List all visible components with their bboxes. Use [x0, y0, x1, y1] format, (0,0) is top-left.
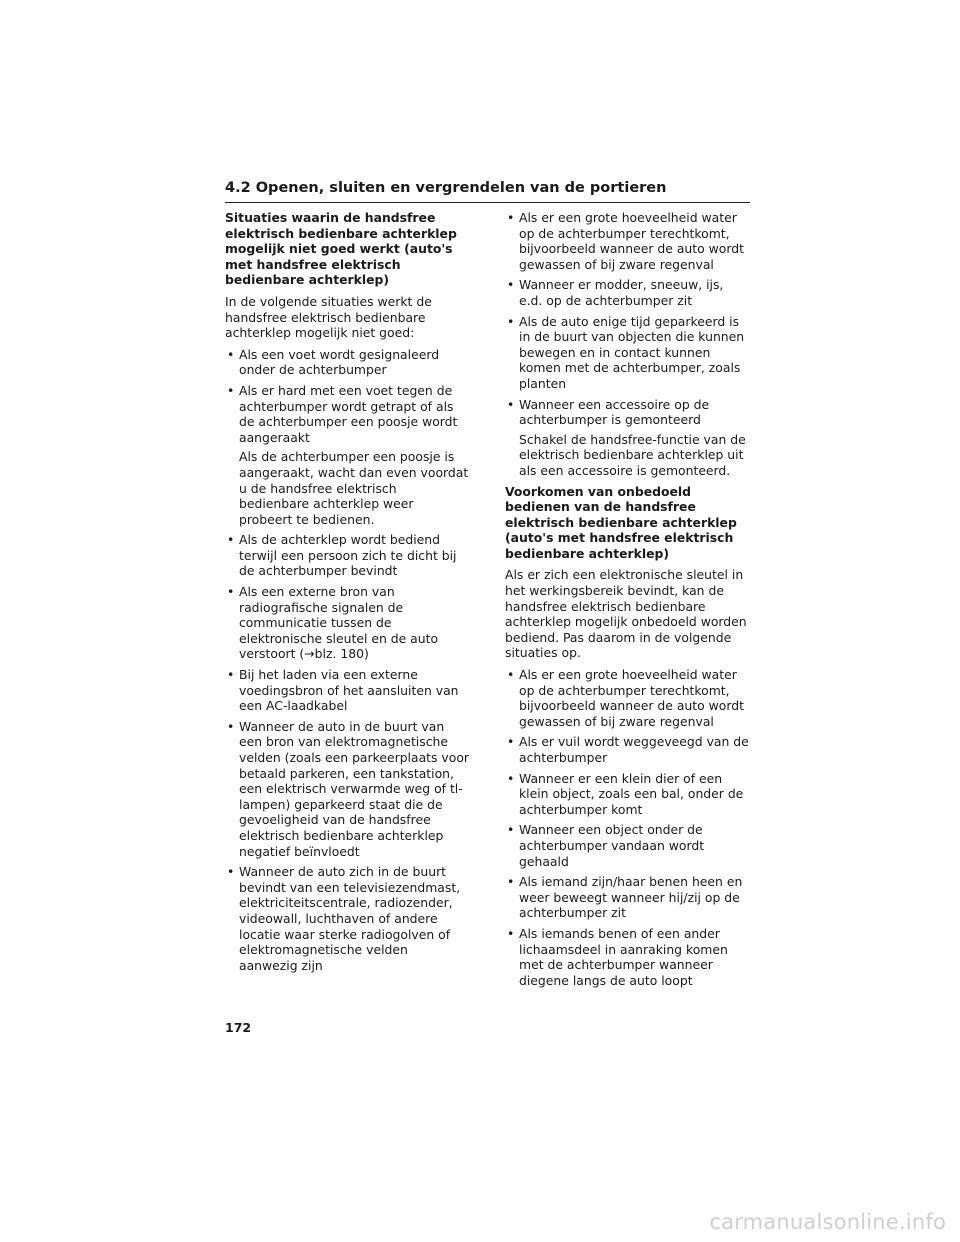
list-item: • Wanneer de auto in de buurt van een bron van elektromagnetische velden (zoals een parkeerplaats voor betaald parkeren, een tankstation, een elektrisch verwarmde weg of tl-lampen) geparkeerd staat die de gevoeligheid van de handsfree elektrisch bedienbare achterklep negatief beïnvloedt — [227, 718, 470, 859]
list-item: • Als er vuil wordt weggeveegd van de achterbumper — [507, 734, 749, 765]
list-item: • Als er een grote hoeveelheid water op de achterbumper terechtkomt, bijvoorbeeld wanneer de auto wordt gewassen of bij zware regenval — [507, 667, 744, 729]
bullet-icon: • — [227, 382, 235, 398]
intro-paragraph: In de volgende situaties werkt de handsfree elektrisch bedienbare achterklep mogelijk niet goed: — [225, 293, 432, 341]
bullet-icon: • — [507, 667, 515, 683]
page-number: 172 — [225, 1020, 252, 1035]
list-item: • Als er een grote hoeveelheid water op de achterbumper terechtkomt, bijvoorbeeld wanneer de auto wordt gewassen of bij zware regenval — [507, 210, 744, 272]
caution-list — [505, 667, 750, 988]
bullet-icon: • — [507, 396, 515, 412]
list-item: • Als de auto enige tijd geparkeerd is in de buurt van objecten die kunnen bewegen en in contact kunnen komen met de achterbumper, zoals planten — [507, 313, 745, 391]
bullet-icon: • — [507, 822, 515, 838]
bullet-note: Als de achterbumper een poosje is aangeraakt, wacht dan even voordat u de handsfree elektrisch bedienbare achterklep weer probeert te bedienen. — [239, 449, 469, 527]
heading-prevent-unintended-operation: Voorkomen van onbedoeld bedienen van de handsfree elektrisch bedienbare achterklep (auto's met handsfree elektrisch bedienbare achterklep) — [505, 483, 737, 561]
list-item: • Als er hard met een voet tegen de achterbumper wordt getrapt of als de achterbumper een poosje wordt aangeraakt Als de achterbumper een poosje is aangeraakt, wacht dan even voordat u de handsfree elektrisch bedienbare achterklep weer probeert te bedienen. — [227, 382, 469, 527]
bullet-icon: • — [227, 584, 235, 600]
bullet-icon: • — [227, 864, 235, 880]
heading-malfunction-situations: Situaties waarin de handsfree elektrisch bedienbare achterklep mogelijk niet goed werkt (auto's met handsfree elektrisch bedienbare achterklep) — [225, 210, 457, 288]
list-item: • Wanneer een object onder de achterbumper vandaan wordt gehaald — [507, 822, 705, 869]
list-item: • Wanneer een accessoire op de achterbumper is gemonteerd Schakel de handsfree-functie van de elektrisch bedienbare achterklep uit als een accessoire is gemonteerd. — [505, 397, 750, 479]
list-item: • Wanneer er een klein dier of een klein object, zoals een bal, onder de achterbumper komt — [507, 770, 744, 817]
list-item: • Als een externe bron van radiografische signalen de communicatie tussen de elektronische sleutel en de auto verstoort (→blz. 180) — [227, 584, 439, 662]
bullet-icon: • — [507, 874, 515, 890]
right-column — [505, 210, 750, 993]
list-item: • Wanneer er modder, sneeuw, ijs, e.d. op de achterbumper zit — [507, 277, 724, 308]
bullet-icon: • — [507, 313, 515, 329]
left-column — [225, 210, 470, 978]
list-item: • Als een voet wordt gesignaleerd onder de achterbumper — [227, 346, 440, 378]
bullet-icon: • — [507, 734, 515, 750]
malfunction-list-continued — [505, 210, 750, 479]
list-item: • Bij het laden via een externe voedingsbron of het aansluiten van een AC-laadkabel — [227, 667, 459, 714]
bullet-icon: • — [227, 532, 235, 548]
bullet-icon: • — [507, 925, 515, 941]
bullet-icon: • — [227, 346, 235, 362]
list-item: • Als iemand zijn/haar benen heen en weer beweegt wanneer hij/zij op de achterbumper zit — [507, 874, 743, 921]
section-title: 4.2 Openen, sluiten en vergrendelen van de portieren — [225, 180, 667, 196]
list-item: • Als iemands benen of een ander lichaamsdeel in aanraking komen met de achterbumper wanneer diegene langs de auto loopt — [507, 925, 728, 988]
watermark-text: carmanualsonline.info — [709, 1210, 946, 1234]
list-item: • Als de achterklep wordt bediend terwijl een persoon zich te dicht bij de achterbumper bevindt — [227, 532, 457, 579]
bullet-icon: • — [227, 718, 235, 734]
bullet-icon: • — [507, 210, 515, 225]
bullet-icon: • — [227, 667, 235, 683]
bullet-icon: • — [507, 277, 515, 293]
bullet-note: Schakel de handsfree-functie van de elektrisch bedienbare achterklep uit als een accessoire is gemonteerd. — [519, 431, 746, 478]
list-item: • Wanneer de auto zich in de buurt bevindt van een televisiezendmast, elektriciteitscentrale, radiozender, videowall, luchthaven of andere locatie waar sterke radiogolven of elektromagnetische velden aanwezig zijn — [227, 864, 461, 973]
intro-paragraph-2: Als er zich een elektronische sleutel in het werkingsbereik bevindt, kan de handsfree elektrisch bedienbare achterklep mogelijk onbedoeld worden bediend. Pas daarom in de volgende situaties op. — [505, 567, 747, 661]
malfunction-list — [225, 347, 470, 974]
section-header — [225, 178, 750, 203]
bullet-icon: • — [507, 770, 515, 786]
